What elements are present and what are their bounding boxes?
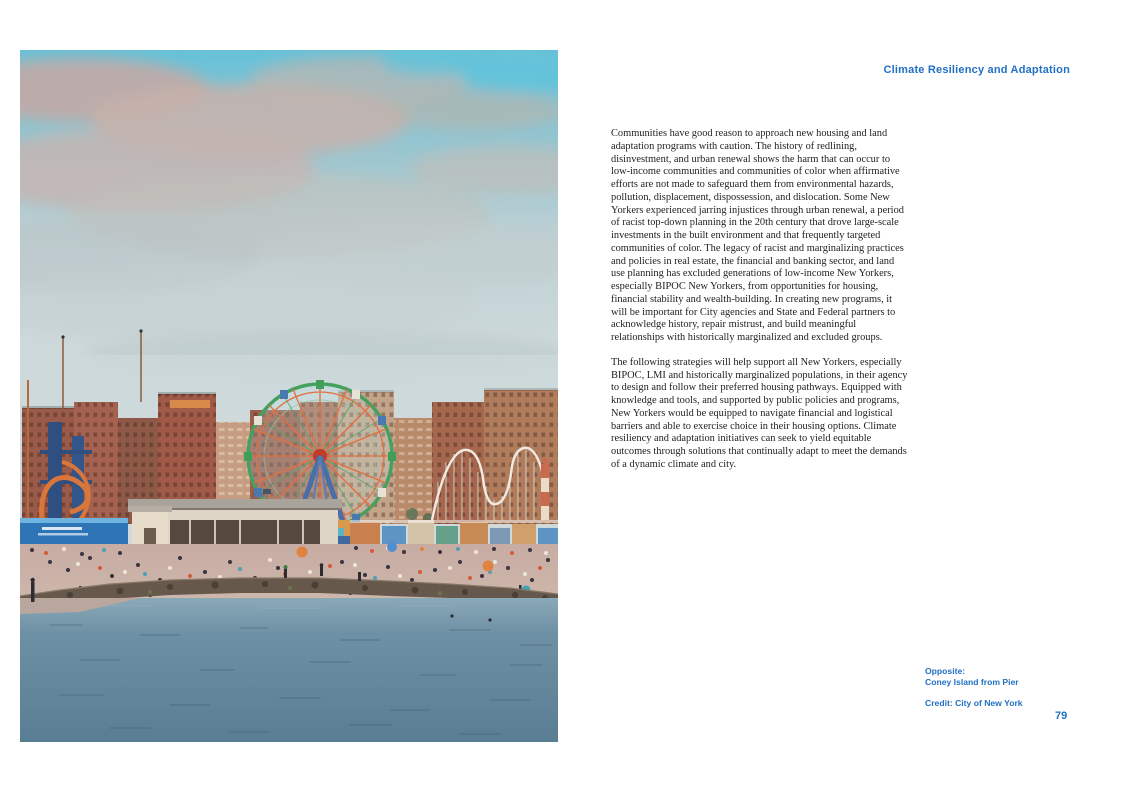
caption-label: Opposite:: [925, 666, 966, 676]
boardwalk-banner: [20, 518, 128, 544]
sky: [20, 50, 558, 410]
page-number: 79: [1055, 710, 1068, 722]
body-paragraph-2: The following strategies will help support all New Yorkers, especially BIPOC, LMI and historically marginalized populations, in their agency to design and follow their preferred housing pathways. Equipped with knowledge and tools, and supported by public policies and programs, New Yorkers would be equipped to navigate financial and logistical barriers and able to exercise choice in their housing options. Climate resiliency and adaptation initiatives can seek to yield equitable outcomes through solutions that continually adapt to meet the demands of a dynamic climate and city.: [611, 356, 908, 470]
coney-island-illustration: [20, 50, 558, 742]
photo-caption: [925, 666, 1023, 709]
section-header: Climate Resiliency and Adaptation: [883, 64, 1070, 76]
body-paragraph-1: Communities have good reason to approach new housing and land adaptation programs with caution. The history of redlining, disinvestment, and urban renewal shows the harm that can occur to low-income communities and communities of color when affirmative efforts are not made to safeguard them from environmental hazards, pollution, displacement, dispossession, and dislocation. Some New Yorkers experienced jarring injustices through urban renewal, a period of racist top-down planning in the 20th century that drove large-scale investments in the built environment and that frequently targeted communities of color. The legacy of racist and marginalizing practices and policies in real estate, the financial and banking sector, and land use planning has excluded generations of low-income New Yorkers, especially BIPOC New Yorkers, from opportunities for housing, financial stability and wealth-building. In creating new programs, it will be important for City agencies and State and Federal partners to acknowledge history, repair mistrust, and build meaningful relationships with historically marginalized and excluded groups.: [611, 128, 904, 343]
body-text: [611, 128, 910, 484]
coney-island-photo: [20, 50, 558, 742]
ocean-water: [20, 578, 558, 742]
caption-title: Coney Island from Pier: [925, 677, 1019, 687]
caption-credit: Credit: City of New York: [925, 698, 1023, 708]
